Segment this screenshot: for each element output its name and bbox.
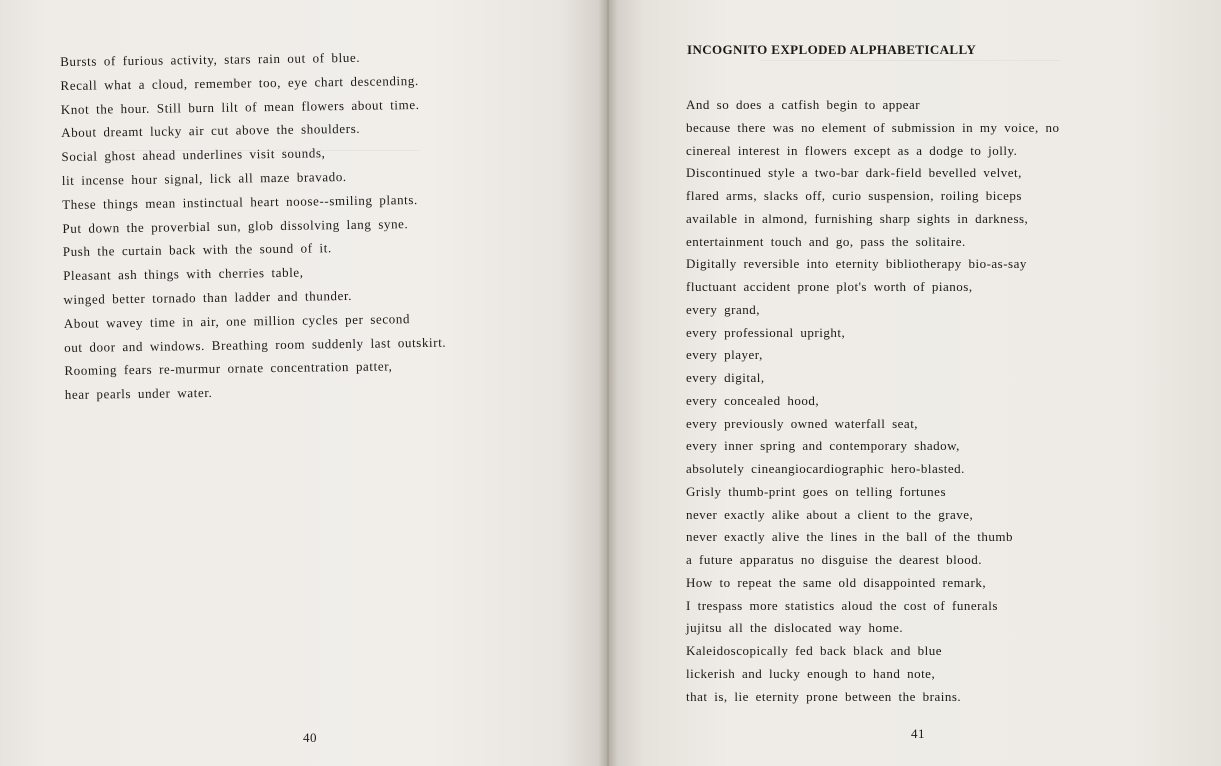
poem-line: cinereal interest in flowers except as a dodge to jolly. (686, 142, 1018, 158)
poem-line: never exactly alive the lines in the ball of the thumb (686, 529, 1014, 545)
poem-line: Rooming fears re-murmur ornate concentration patter, (64, 358, 393, 379)
poem-line: jujitsu all the dislocated way home. (686, 620, 904, 636)
poem-line: Pleasant ash things with cherries table, (63, 264, 304, 284)
poem-line: lickerish and lucky enough to hand note, (686, 665, 936, 681)
poem-line: Push the curtain back with the sound of it. (62, 240, 332, 260)
poem-line: I trespass more statistics aloud the cost of funerals (686, 597, 998, 613)
poem-line: fluctuant accident prone plot's worth of pianos, (686, 279, 973, 294)
poem-line: Bursts of furious activity, stars rain out of blue. (60, 49, 361, 69)
poem-line: Recall what a cloud, remember too, eye chart descending. (60, 72, 419, 93)
poem-line: a future apparatus no disguise the dearest blood. (686, 552, 983, 567)
left-poem (60, 44, 485, 407)
poem-line: Put down the proverbial sun, glob dissolving lang syne. (62, 215, 409, 236)
poem-line: And so does a catfish begin to appear (686, 97, 921, 112)
poem-line: every grand, (686, 301, 760, 317)
poem-line: every inner spring and contemporary shadow, (686, 438, 960, 454)
poem-line: Knot the hour. Still burn lilt of mean flowers about time. (60, 96, 420, 117)
poem-title: INCOGNITO EXPLODED ALPHABETICALLY (687, 42, 977, 57)
poem-line: because there was no element of submission in my voice, no (686, 119, 1060, 135)
poem-line: flared arms, slacks off, curio suspension, roiling biceps (686, 188, 1022, 203)
right-poem (686, 94, 1156, 708)
poem-line: every concealed hood, (686, 392, 820, 408)
poem-line: every professional upright, (686, 324, 846, 340)
poem-line: How to repeat the same old disappointed remark, (686, 574, 987, 590)
poem-line: absolutely cineangiocardiographic hero-blasted. (686, 461, 965, 476)
poem-line: hear pearls under water. (64, 385, 213, 403)
poem-line: winged better tornado than ladder and thunder. (63, 287, 353, 307)
poem-line: Kaleidoscopically fed back black and blue (686, 643, 943, 658)
page-number-right: 41 (911, 726, 925, 741)
poem-line: Social ghost ahead underlines visit sounds, (61, 145, 326, 165)
poem-line: every digital, (686, 370, 765, 385)
poem-line: Digitally reversible into eternity bibliotherapy bio-as-say (686, 256, 1027, 272)
poem-line: Grisly thumb-print goes on telling fortunes (686, 483, 947, 499)
poem-line: Discontinued style a two-bar dark-field bevelled velvet, (686, 165, 1022, 181)
poem-line: lit incense hour signal, lick all maze bravado. (61, 168, 347, 188)
book-gutter (598, 0, 618, 766)
page-number-left: 40 (303, 730, 317, 745)
poem-line: available in almond, furnishing sharp sights in darkness, (686, 210, 1029, 226)
poem-line: About wavey time in air, one million cycles per second (63, 310, 411, 331)
poem-line: entertainment touch and go, pass the solitaire. (686, 233, 966, 249)
poem-line: These things mean instinctual heart noose--smiling plants. (62, 191, 418, 212)
poem-line: that is, lie eternity prone between the brains. (686, 688, 962, 704)
poem-line: every previously owned waterfall seat, (686, 415, 919, 431)
poem-line: every player, (686, 347, 763, 363)
poem-line: About dreamt lucky air cut above the shoulders. (61, 121, 361, 141)
show-through-mark (760, 60, 1060, 69)
poem-line: never exactly alike about a client to the grave, (686, 506, 974, 522)
poem-line: out door and windows. Breathing room suddenly last outskirt. (64, 334, 447, 355)
